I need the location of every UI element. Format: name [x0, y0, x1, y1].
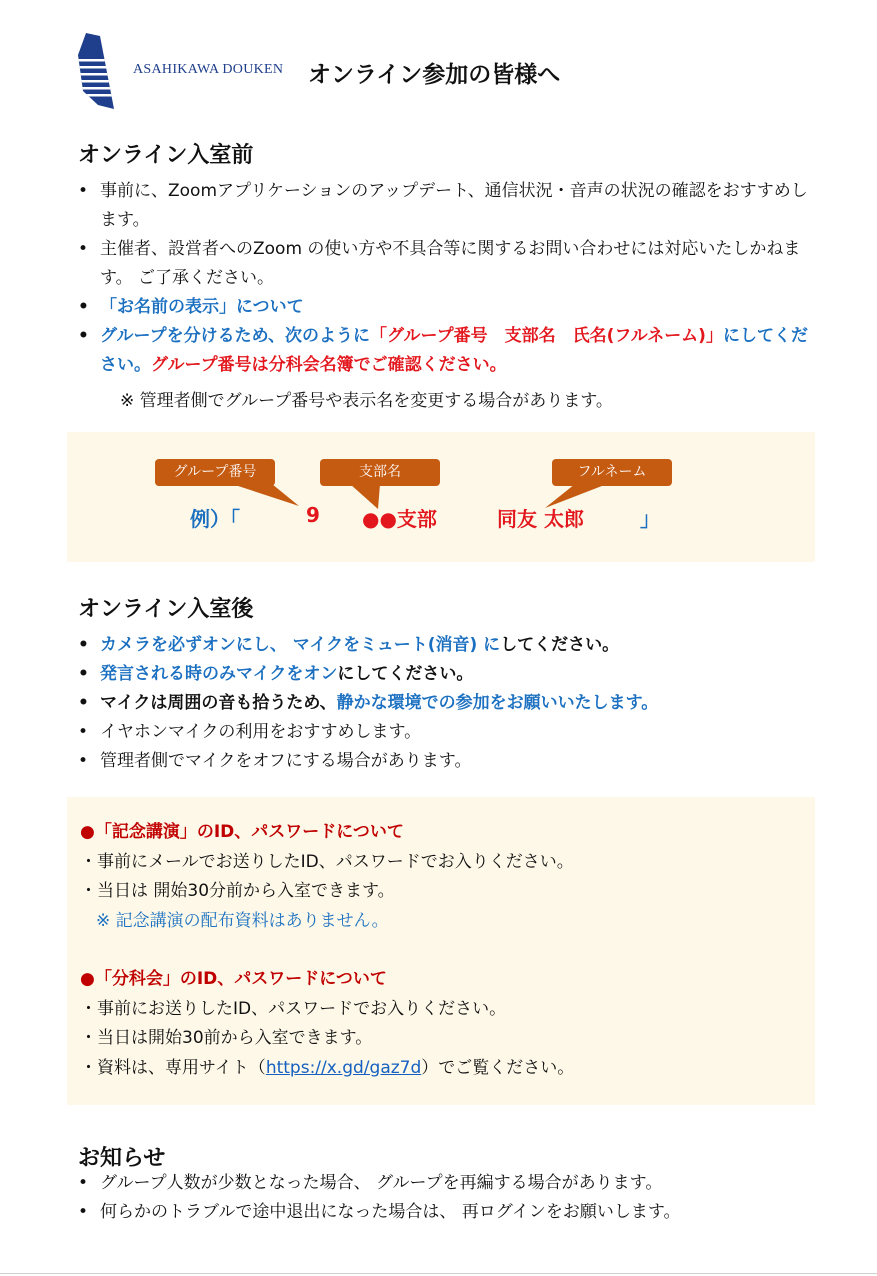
- before-entry-heading: オンライン入室前: [78, 143, 254, 168]
- list-item: ・事前にお送りしたID、パスワードでお入りください。: [80, 998, 507, 1019]
- lecture-note: ※ 記念講演の配布資料はありません。: [96, 910, 389, 931]
- example-group-number: 9: [306, 503, 320, 527]
- lecture-login-info: [80, 818, 800, 936]
- login-info-content: [80, 818, 800, 1083]
- example-branch: ●●支部: [362, 507, 437, 531]
- company-logo: [78, 33, 118, 109]
- list-item: ・当日は 開始30分前から入室できます。: [80, 881, 395, 901]
- list-item: • 何らかのトラブルで途中退出になった場合は、 再ログインをお願いします。: [78, 1198, 808, 1227]
- notice-list: [78, 1169, 808, 1227]
- after-entry-heading: オンライン入室後: [78, 597, 254, 622]
- display-name-note: ※ 管理者側でグループ番号や表示名を変更する場合があります。: [120, 391, 613, 411]
- example-prefix: 例）「: [190, 507, 240, 531]
- session-login-info: [80, 965, 800, 1083]
- list-item: • 「お名前の表示」について: [78, 293, 808, 322]
- list-item: • カメラを必ずオンにし、 マイクをミュート(消音) にしてください。: [78, 631, 808, 660]
- list-item: • イヤホンマイクの利用をおすすめします。: [78, 718, 808, 747]
- callout-group-number: グループ番号: [155, 459, 275, 486]
- session-heading: ●「分科会」のID、パスワードについて: [80, 969, 387, 989]
- callout-branch: 支部名: [320, 459, 440, 486]
- before-entry-list: [78, 177, 808, 380]
- logo-text: ASAHIKAWA DOUKEN: [133, 62, 284, 77]
- list-item: ・事前にメールでお送りしたID、パスワードでお入りください。: [80, 851, 574, 872]
- callout-pointers: [67, 432, 815, 562]
- page-title: オンライン参加の皆様へ: [308, 62, 561, 88]
- lecture-heading: ●「記念講演」のID、パスワードについて: [80, 822, 404, 842]
- list-item: • グループ人数が少数となった場合、 グループを再編する場合があります。: [78, 1169, 808, 1198]
- example-name: 同友 太郎: [497, 507, 584, 531]
- after-entry-list: [78, 631, 808, 776]
- list-item: ・資料は、専用サイト（https://x.gd/gaz7d）でご覧ください。: [80, 1057, 575, 1078]
- page-bottom-divider: [0, 1273, 877, 1274]
- list-item: ・当日は開始30前から入室できます。: [80, 1028, 373, 1048]
- example-close: 」: [640, 507, 660, 531]
- list-item: • グループを分けるため、次のように「グループ番号 支部名 氏名(フルネーム)」にしてください。グループ番号は分科会名簿でご確認ください。: [78, 322, 808, 380]
- list-item: • マイクは周囲の音も拾うため、静かな環境での参加をお願いいたします。: [78, 689, 808, 718]
- notice-heading: お知らせ: [78, 1146, 166, 1171]
- list-item: • 管理者側でマイクをオフにする場合があります。: [78, 747, 808, 776]
- list-item: • 事前に、Zoomアプリケーションのアップデート、通信状況・音声の状況の確認をおすすめします。: [78, 177, 808, 235]
- callout-fullname: フルネーム: [552, 459, 672, 486]
- list-item: • 主催者、設営者へのZoom の使い方や不具合等に関するお問い合わせには対応いたしかねます。 ご了承ください。: [78, 235, 808, 293]
- materials-site-link[interactable]: https://x.gd/gaz7d: [265, 1057, 422, 1078]
- list-item: • 発言される時のみマイクをオンにしてください。: [78, 660, 808, 689]
